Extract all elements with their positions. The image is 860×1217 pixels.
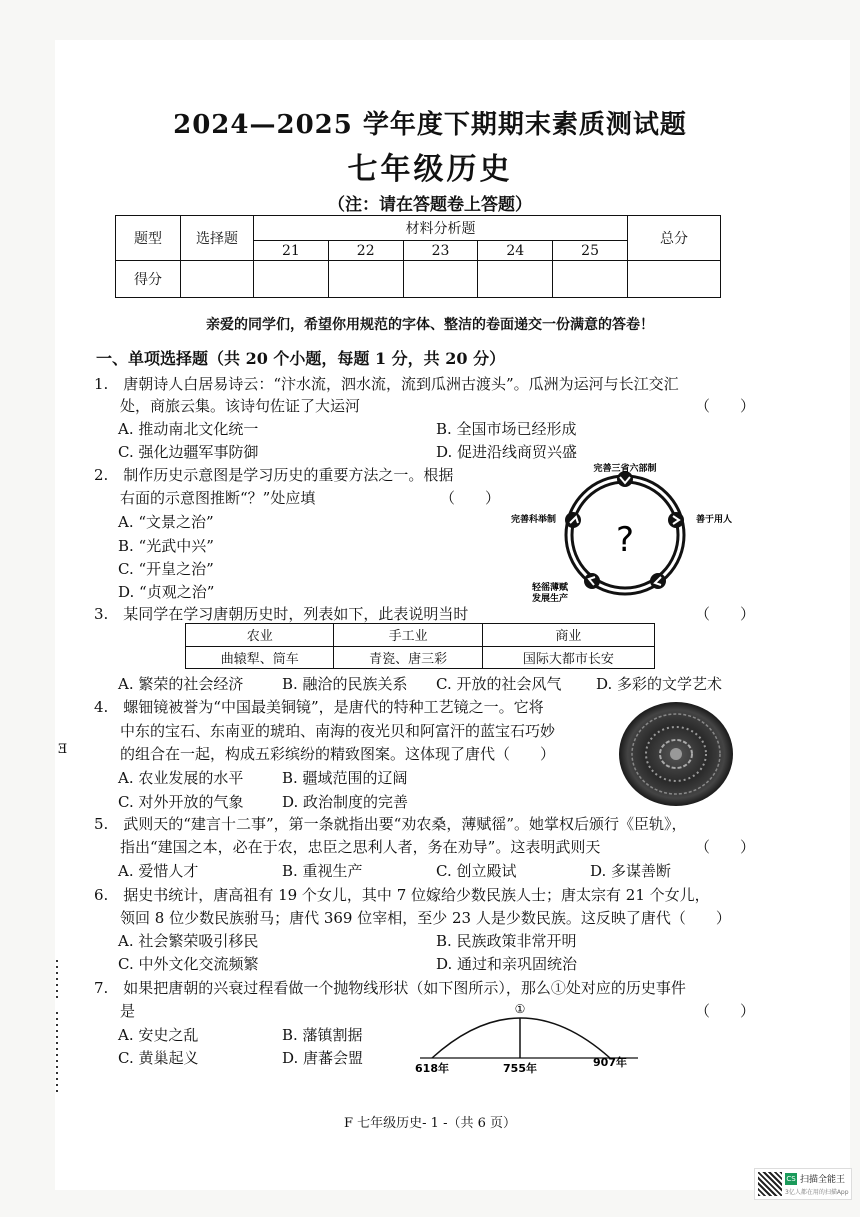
score-table-q21: 21 bbox=[254, 241, 329, 261]
score-cell-22 bbox=[328, 261, 403, 298]
q7-option-c: C. 黄巢起义 bbox=[118, 1049, 199, 1067]
q1-line1: 1. 唐朝诗人白居易诗云：“汴水流，泗水流，流到瓜洲古渡头”。瓜洲为运河与长江交汇 bbox=[94, 375, 679, 393]
tang-rise-fall-curve bbox=[410, 998, 650, 1076]
q7-line1: 7. 如果把唐朝的兴衰过程看做一个抛物线形状（如下图所示），那么①处对应的历史事件 bbox=[94, 979, 686, 997]
q4-option-a: A. 农业发展的水平 bbox=[118, 769, 244, 787]
cycle-node-right bbox=[668, 512, 684, 528]
q7-option-d: D. 唐蕃会盟 bbox=[282, 1049, 364, 1067]
score-table-score-label: 得分 bbox=[116, 261, 181, 298]
curve-year-start: 618年 bbox=[415, 1062, 449, 1075]
q4-line2: 中东的宝石、东南亚的琥珀、南海的夜光贝和阿富汗的蓝宝石巧妙 bbox=[120, 722, 556, 740]
score-cell-25 bbox=[553, 261, 628, 298]
scanner-badge bbox=[754, 1168, 852, 1200]
score-cell-total bbox=[628, 261, 721, 298]
diagram-label-right: 善于用人 bbox=[696, 515, 733, 525]
cycle-node-bottom-left bbox=[584, 573, 600, 589]
greeting: 亲爱的同学们，希望你用规范的字体、整洁的卷面递交一份满意的答卷！ bbox=[206, 317, 654, 333]
curve-year-end: 907年 bbox=[593, 1056, 627, 1069]
q6-option-a: A. 社会繁荣吸引移民 bbox=[118, 932, 259, 950]
q3-option-a: A. 繁荣的社会经济 bbox=[118, 675, 244, 693]
curve-parabola bbox=[432, 1018, 610, 1058]
subject-title: 七年级历史 bbox=[347, 152, 513, 187]
q6-option-b: B. 民族政策非常开明 bbox=[436, 932, 577, 950]
q3-line1: 3. 某同学在学习唐朝历史时，列表如下，此表说明当时 bbox=[94, 605, 469, 623]
q5-option-d: D. 多谋善断 bbox=[590, 862, 672, 880]
q6-option-d: D. 通过和亲巩固统治 bbox=[436, 955, 578, 973]
q2-option-a: A. “文景之治” bbox=[118, 513, 214, 531]
economy-header-agriculture: 农业 bbox=[186, 624, 334, 647]
q7-option-a: A. 安史之乱 bbox=[118, 1026, 199, 1044]
q6-option-c: C. 中外文化交流频繁 bbox=[118, 955, 259, 973]
q6-line2: 领回 8 位少数民族驸马；唐代 369 位宰相，至少 23 人是少数民族。这反映了唐代（ ） bbox=[120, 909, 731, 927]
q1-line2: 处，商旅云集。该诗句佐证了大运河 bbox=[120, 397, 361, 415]
tang-policy-cycle-diagram bbox=[500, 455, 750, 605]
score-cell-21 bbox=[254, 261, 329, 298]
q7-answer-paren: （ ） bbox=[695, 1002, 756, 1020]
q2-option-b: B. “光武中兴” bbox=[118, 537, 214, 555]
q1-option-d: D. 促进沿线商贸兴盛 bbox=[436, 443, 578, 461]
score-table-q24: 24 bbox=[478, 241, 553, 261]
q2-option-c: C. “开皇之治” bbox=[118, 560, 214, 578]
score-table-choice-header: 选择题 bbox=[181, 216, 254, 261]
q7-line2: 是 bbox=[120, 1002, 136, 1020]
score-table-material-header: 材料分析题 bbox=[254, 216, 628, 241]
diagram-label-top: 完善三省六部制 bbox=[593, 464, 657, 474]
q1-option-a: A. 推动南北文化统一 bbox=[118, 420, 259, 438]
diagram-label-left: 完善科举制 bbox=[511, 515, 557, 525]
q5-line2: 指出“建国之本，必在于农，忠臣之思利人者，务在劝导”。这表明武则天 bbox=[120, 838, 601, 856]
q5-option-c: C. 创立殿试 bbox=[436, 862, 517, 880]
q4-option-d: D. 政治制度的完善 bbox=[282, 793, 409, 811]
scanner-app-name: 扫描全能王 bbox=[800, 1175, 846, 1185]
curve-peak-marker: ① bbox=[514, 1002, 526, 1016]
economy-header-commerce: 商业 bbox=[482, 624, 654, 647]
exam-title: 2024—2025 学年度下期期末素质测试题 bbox=[173, 110, 687, 140]
tang-economy-table bbox=[185, 623, 655, 669]
margin-mark: Ǝ bbox=[58, 742, 68, 757]
score-table-type-header: 题型 bbox=[116, 216, 181, 261]
diagram-label-bottom-left-1: 轻徭薄赋 bbox=[532, 583, 569, 593]
score-table-q23: 23 bbox=[403, 241, 478, 261]
qr-code-icon bbox=[758, 1172, 782, 1196]
q5-option-a: A. 爱惜人才 bbox=[118, 862, 199, 880]
economy-value-commerce: 国际大都市长安 bbox=[482, 646, 654, 669]
score-table-total-header: 总分 bbox=[628, 216, 721, 261]
q5-option-b: B. 重视生产 bbox=[282, 862, 363, 880]
q3-option-c: C. 开放的社会风气 bbox=[436, 675, 562, 693]
score-table-q25: 25 bbox=[553, 241, 628, 261]
scanner-app-tagline: 3亿人都在用的扫描App bbox=[785, 1189, 849, 1196]
q6-line1: 6. 据史书统计，唐高祖有 19 个女儿，其中 7 位嫁给少数民族人士；唐太宗有 21 个女儿， bbox=[94, 886, 710, 904]
q5-answer-paren: （ ） bbox=[695, 838, 756, 856]
economy-header-handicraft: 手工业 bbox=[334, 624, 482, 647]
bronze-mirror-image bbox=[617, 700, 735, 808]
q4-line3: 的组合在一起，构成五彩缤纷的精致图案。这体现了唐代（ ） bbox=[120, 745, 556, 763]
q1-answer-paren: （ ） bbox=[695, 397, 756, 415]
q2-answer-paren: （ ） bbox=[440, 489, 501, 507]
mirror-center-knob bbox=[670, 748, 682, 760]
q4-option-c: C. 对外开放的气象 bbox=[118, 793, 244, 811]
q3-answer-paren: （ ） bbox=[695, 605, 756, 623]
section-heading: 一、单项选择题（共 20 个小题，每题 1 分，共 20 分） bbox=[96, 349, 506, 368]
q4-line1: 4. 螺钿镜被誉为“中国最美铜镜”，是唐代的特种工艺镜之一。它将 bbox=[94, 698, 544, 716]
binding-dots-lower bbox=[56, 1012, 58, 1092]
q2-line2: 右面的示意图推断“？”处应填 bbox=[120, 489, 316, 507]
score-table bbox=[115, 215, 721, 298]
score-cell-choice bbox=[181, 261, 254, 298]
diagram-question-mark: ? bbox=[615, 520, 635, 560]
binding-dots-upper bbox=[56, 960, 58, 1000]
score-cell-23 bbox=[403, 261, 478, 298]
q5-line1: 5. 武则天的“建言十二事”，第一条就指出要“劝农桑，薄赋徭”。她掌权后颁行《臣轨》， bbox=[94, 815, 687, 833]
economy-value-agriculture: 曲辕犁、筒车 bbox=[186, 646, 334, 669]
answer-note: （注：请在答题卷上答题） bbox=[328, 195, 532, 215]
diagram-label-bottom-left-2: 发展生产 bbox=[532, 594, 569, 604]
q1-option-c: C. 强化边疆军事防御 bbox=[118, 443, 259, 461]
q2-line1: 2. 制作历史示意图是学习历史的重要方法之一。根据 bbox=[94, 466, 454, 484]
cs-logo: CS bbox=[786, 1175, 796, 1183]
curve-year-peak: 755年 bbox=[503, 1062, 537, 1075]
q2-option-d: D. “贞观之治” bbox=[118, 583, 215, 601]
page-footer: F 七年级历史- 1 -（共 6 页） bbox=[343, 1116, 516, 1131]
score-cell-24 bbox=[478, 261, 553, 298]
q7-option-b: B. 藩镇割据 bbox=[282, 1026, 363, 1044]
q3-option-d: D. 多彩的文学艺术 bbox=[596, 675, 723, 693]
q4-option-b: B. 疆域范围的辽阔 bbox=[282, 769, 408, 787]
economy-value-handicraft: 青瓷、唐三彩 bbox=[334, 646, 482, 669]
q3-option-b: B. 融洽的民族关系 bbox=[282, 675, 408, 693]
score-table-q22: 22 bbox=[328, 241, 403, 261]
q1-option-b: B. 全国市场已经形成 bbox=[436, 420, 577, 438]
